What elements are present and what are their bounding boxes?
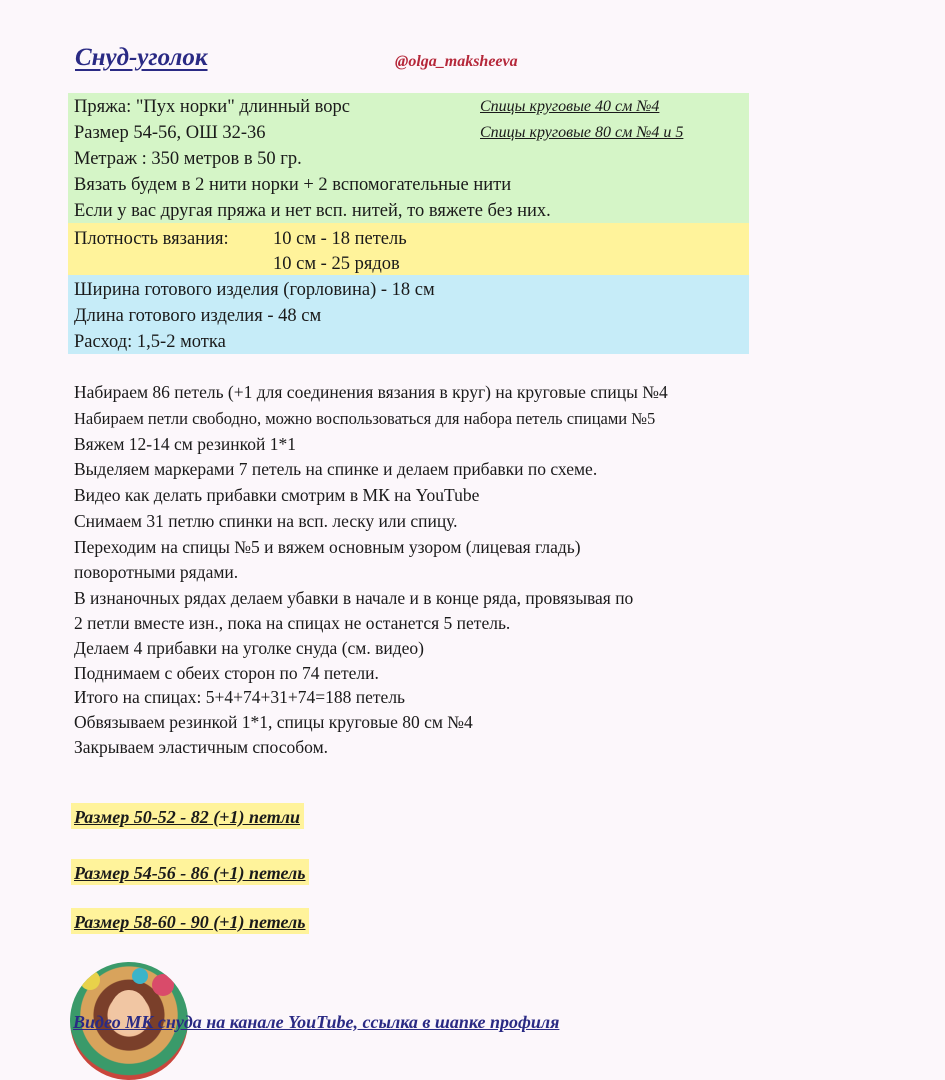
instruction-line: поворотными рядами.: [74, 562, 239, 582]
instruction-line: Видео как делать прибавки смотрим в МК на YouTube: [74, 485, 480, 505]
instruction-line: Переходим на спицы №5 и вяжем основным узором (лицевая гладь): [74, 537, 581, 557]
instruction-line: Вяжем 12-14 см резинкой 1*1: [74, 434, 296, 454]
instruction-line: Выделяем маркерами 7 петель на спинке и делаем прибавки по схеме.: [74, 459, 598, 479]
avatar-decor: [132, 968, 148, 984]
instruction-line: 2 петли вместе изн., пока на спицах не останется 5 петель.: [74, 613, 511, 633]
youtube-link[interactable]: Видео МК снуда на канале YouTube, ссылка в шапке профиля: [73, 1012, 560, 1032]
needles-80-note: Спицы круговые 80 см №4 и 5: [480, 124, 684, 141]
instruction-line: Набираем петли свободно, можно воспользоваться для набора петель спицами №5: [74, 409, 656, 428]
instruction-line: В изнаночных рядах делаем убавки в начале и в конце ряда, провязывая по: [74, 588, 634, 608]
instruction-line: Обвязываем резинкой 1*1, спицы круговые 80 см №4: [74, 712, 473, 732]
author-handle[interactable]: @olga_maksheeva: [395, 53, 518, 70]
size-variant: Размер 58-60 - 90 (+1) петель: [71, 908, 309, 934]
page-title: Снуд-уголок: [75, 44, 208, 71]
alt-yarn-line: Если у вас другая пряжа и нет всп. нитей, то вяжете без них.: [74, 201, 551, 221]
avatar-decor: [152, 974, 174, 996]
instruction-line: Поднимаем с обеих сторон по 74 петели.: [74, 663, 379, 683]
length-line: Длина готового изделия - 48 см: [74, 306, 322, 326]
instruction-line: Набираем 86 петель (+1 для соединения вязания в круг) на круговые спицы №4: [74, 382, 668, 402]
gauge-rows: 10 см - 25 рядов: [273, 254, 400, 274]
gauge-label: Плотность вязания:: [74, 229, 229, 249]
instruction-line: Делаем 4 прибавки на уголке снуда (см. видео): [74, 638, 424, 658]
meterage-line: Метраж : 350 метров в 50 гр.: [74, 149, 302, 169]
instruction-line: Закрываем эластичным способом.: [74, 737, 329, 757]
instruction-line: Итого на спицах: 5+4+74+31+74=188 петель: [74, 687, 406, 707]
gauge-stitches: 10 см - 18 петель: [273, 229, 407, 249]
consumption-line: Расход: 1,5-2 мотка: [74, 332, 226, 352]
size-line: Размер 54-56, ОШ 32-36: [74, 123, 266, 143]
instruction-line: Снимаем 31 петлю спинки на всп. леску или спицу.: [74, 511, 458, 531]
size-variant: Размер 54-56 - 86 (+1) петель: [71, 859, 309, 885]
threads-line: Вязать будем в 2 нити норки + 2 вспомогательные нити: [74, 175, 512, 195]
avatar-decor: [80, 970, 100, 990]
needles-40-note: Спицы круговые 40 см №4: [480, 98, 660, 115]
yarn-line: Пряжа: "Пух норки" длинный ворс: [74, 97, 351, 117]
size-variant: Размер 50-52 - 82 (+1) петли: [71, 803, 304, 829]
width-line: Ширина готового изделия (горловина) - 18 см: [74, 280, 435, 300]
